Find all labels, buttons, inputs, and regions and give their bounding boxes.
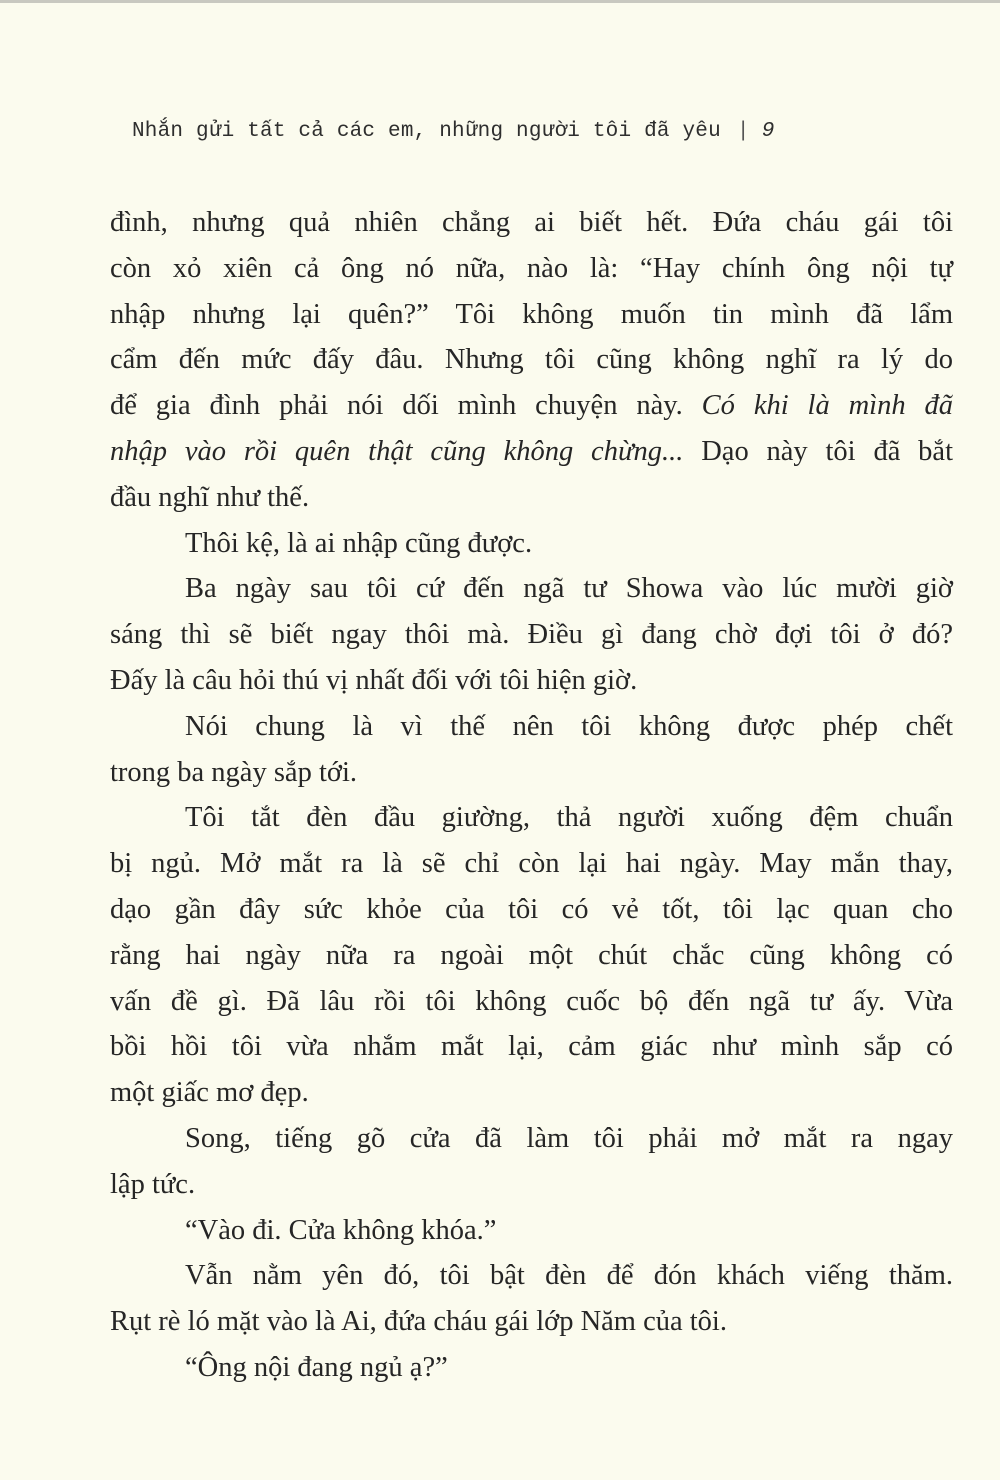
text-line (110, 475, 953, 521)
text-line (110, 521, 953, 567)
text-span: Rụt rè ló mặt vào là Ai, đứa cháu gái lớp Năm của tôi. (110, 1306, 727, 1338)
text-span: nhập nhưng lại quên?” Tôi không muốn tin mình đã lẩm (110, 298, 953, 330)
running-header (132, 120, 962, 156)
text-line (110, 1024, 953, 1070)
text-line (110, 1162, 953, 1208)
text-line (110, 887, 953, 933)
text-line (110, 658, 953, 704)
text-span: vấn đề gì. Đã lâu rồi tôi không cuốc bộ đến ngã tư ấy. Vừa (110, 985, 953, 1017)
text-line (110, 841, 953, 887)
text-line (110, 979, 953, 1025)
text-line (110, 337, 953, 383)
text-span: lập tức. (110, 1168, 196, 1200)
text-line (110, 1070, 953, 1116)
text-span: dạo gần đây sức khỏe của tôi có vẻ tốt, tôi lạc quan cho (110, 893, 953, 925)
text-line (110, 704, 953, 750)
text-span: Nói chung là vì thế nên tôi không được phép chết (185, 710, 953, 742)
text-line (110, 933, 953, 979)
text-span: trong ba ngày sắp tới. (110, 756, 357, 788)
text-span: Tôi tắt đèn đầu giường, thả người xuống đệm chuẩn (185, 802, 953, 834)
text-line (110, 566, 953, 612)
text-line (110, 612, 953, 658)
text-span: “Ông nội đang ngủ ạ?” (185, 1351, 448, 1383)
text-span: một giấc mơ đẹp. (110, 1077, 309, 1109)
text-line (110, 292, 953, 338)
text-span: Ba ngày sau tôi cứ đến ngã tư Showa vào lúc mười giờ (185, 573, 953, 605)
italic-text: nhập vào rồi quên thật cũng không chừng... (110, 435, 684, 467)
text-span: đầu nghĩ như thế. (110, 481, 310, 513)
text-line (110, 200, 953, 246)
page-body-text (110, 200, 953, 1391)
text-line (110, 246, 953, 292)
text-line (110, 795, 953, 841)
text-line (110, 750, 953, 796)
running-header-title: Nhắn gửi tất cả các em, những người tôi đã yêu (132, 120, 721, 143)
text-span: Dạo này tôi đã bắt (683, 435, 953, 467)
text-span: bị ngủ. Mở mắt ra là sẽ chỉ còn lại hai ngày. May mắn thay, (110, 848, 953, 880)
text-line (110, 1116, 953, 1162)
text-span: để gia đình phải nói dối mình chuyện này. (110, 390, 702, 422)
text-span: rằng hai ngày nữa ra ngoài một chút chắc cũng không có (110, 939, 953, 971)
text-span: đình, nhưng quả nhiên chẳng ai biết hết. Đứa cháu gái tôi (110, 207, 953, 238)
text-span: Thôi kệ, là ai nhập cũng được. (185, 527, 533, 559)
text-span: bồi hồi tôi vừa nhắm mắt lại, cảm giác như mình sắp có (110, 1031, 953, 1063)
text-span: “Vào đi. Cửa không khóa.” (185, 1214, 497, 1246)
text-span: sáng thì sẽ biết ngay thôi mà. Điều gì đang chờ đợi tôi ở đó? (110, 619, 953, 651)
text-line (110, 1345, 953, 1391)
text-span: Đấy là câu hỏi thú vị nhất đối với tôi hiện giờ. (110, 664, 638, 696)
page-number: 9 (761, 120, 775, 143)
text-line (110, 1299, 953, 1345)
text-line (110, 429, 953, 475)
text-line (110, 1253, 953, 1299)
text-line (110, 383, 953, 429)
text-span: cẩm đến mức đấy đâu. Nhưng tôi cũng không nghĩ ra lý do (110, 344, 953, 376)
scan-edge (0, 0, 1000, 3)
text-span: Vẫn nằm yên đó, tôi bật đèn để đón khách viếng thăm. (185, 1260, 953, 1292)
header-separator: | (736, 120, 750, 143)
text-span: còn xỏ xiên cả ông nó nữa, nào là: “Hay chính ông nội tự (110, 252, 953, 284)
text-line (110, 1208, 953, 1254)
italic-text: Có khi là mình đã (701, 390, 953, 422)
text-span: Song, tiếng gõ cửa đã làm tôi phải mở mắt ra ngay (185, 1122, 953, 1154)
